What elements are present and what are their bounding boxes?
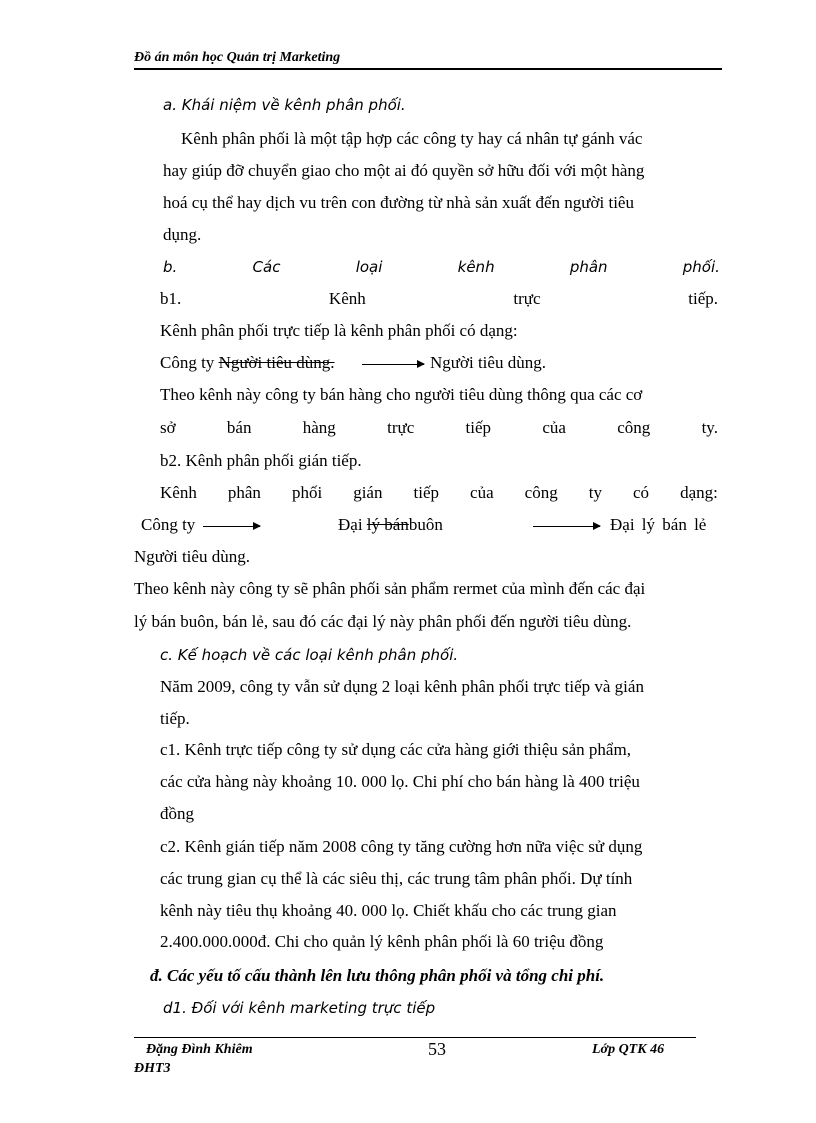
heading-word: phối. [682, 258, 720, 276]
paragraph-line: c2. Kênh gián tiếp năm 2008 công ty tăng cường hơn nữa việc sử dụng [160, 837, 643, 856]
paragraph-line: lý bán buôn, bán lẻ, sau đó các đại lý này phân phối đến người tiêu dùng. [134, 612, 632, 631]
paragraph-line: c1. Kênh trực tiếp công ty sử dụng các cửa hàng giới thiệu sản phẩm, [160, 740, 631, 759]
heading-word: b1. [160, 289, 182, 308]
section-b-heading [163, 258, 720, 276]
paragraph-line: đồng [160, 804, 194, 823]
flow-arrow-icon [533, 526, 600, 527]
flow-wholesaler [338, 515, 443, 535]
footer-author: Đặng Đình Khiêm [146, 1042, 253, 1057]
paragraph-line: Người tiêu dùng. [134, 547, 250, 566]
page-header-title: Đồ án môn học Quản trị Marketing [134, 50, 341, 65]
paragraph-line: Theo kênh này công ty sẽ phân phối sản phẩm rermet của mình đến các đại [134, 579, 646, 598]
word: hàng [302, 418, 336, 437]
heading-word: phân [569, 258, 608, 276]
flow-wholesaler-prefix: Đại [338, 515, 367, 534]
section-c-heading: c. Kế hoạch về các loại kênh phân phối. [160, 646, 459, 664]
footer-rule [134, 1037, 696, 1038]
heading-word: tiếp. [688, 289, 718, 308]
word: công [617, 418, 651, 437]
word: của [542, 418, 566, 437]
paragraph-line: các trung gian cụ thể là các siêu thị, các trung tâm phân phối. Dự tính [160, 869, 633, 888]
paragraph-line: Theo kênh này công ty bán hàng cho người tiêu dùng thông qua các cơ [160, 385, 643, 404]
paragraph-line: Kênh phân phối trực tiếp là kênh phân phối có dạng: [160, 321, 518, 340]
flow-consumer: Người tiêu dùng. [430, 353, 546, 372]
paragraph-line: dụng. [163, 225, 202, 244]
word: trực [387, 418, 415, 437]
section-d-heading: đ. Các yếu tố cấu thành lên lưu thông phân phối và tổng chi phí. [150, 966, 605, 985]
footer-suffix: ĐHT3 [134, 1061, 171, 1076]
word: Kênh [160, 483, 197, 502]
word: ty. [701, 418, 718, 437]
footer-class: Lớp QTK 46 [592, 1042, 665, 1057]
paragraph-line-justified [160, 418, 718, 438]
paragraph-line: Năm 2009, công ty vẫn sử dụng 2 loại kênh phân phối trực tiếp và gián [160, 677, 644, 696]
flow-company: Công ty [160, 353, 215, 372]
paragraph-line-justified [160, 483, 718, 503]
heading-word: b. [163, 258, 178, 276]
heading-word: trực [513, 289, 541, 308]
flow-arrow-icon [362, 364, 424, 365]
word: sở [160, 418, 176, 437]
paragraph-line: 2.400.000.000đ. Chi cho quản lý kênh phân phối là 60 triệu đồng [160, 932, 604, 951]
paragraph-line: các cửa hàng này khoảng 10. 000 lọ. Chi phí cho bán hàng là 400 triệu [160, 772, 640, 791]
word: phối [291, 483, 323, 502]
direct-channel-flow [160, 353, 335, 373]
b1-heading [160, 289, 718, 309]
heading-word: loại [355, 258, 383, 276]
flow-wholesaler-suffix: buôn [408, 515, 443, 534]
flow-retailer: Đại lý bán lẻ [610, 515, 707, 534]
page-number: 53 [428, 1039, 446, 1059]
word: có [633, 483, 650, 502]
word: công [524, 483, 558, 502]
flow-arrow-icon [203, 526, 260, 527]
heading-word: Các [252, 258, 281, 276]
header-rule [134, 68, 722, 70]
word: gián [353, 483, 383, 502]
paragraph-line: Kênh phân phối là một tập hợp các công ty hay cá nhân tự gánh vác [181, 129, 643, 148]
paragraph-line: tiếp. [160, 709, 190, 728]
word: tiếp [465, 418, 492, 437]
heading-word: Kênh [328, 289, 366, 308]
section-d1-heading: d1. Đối với kênh marketing trực tiếp [163, 999, 436, 1017]
flow-struck-text: Người tiêu dùng. [218, 353, 335, 372]
flow-company: Công ty [141, 515, 196, 534]
flow-struck-text: lý bán [366, 515, 409, 534]
word: của [470, 483, 494, 502]
word: tiếp [413, 483, 440, 502]
b2-heading: b2. Kênh phân phối gián tiếp. [160, 451, 362, 470]
word: dạng: [680, 483, 718, 502]
word: phân [227, 483, 261, 502]
section-a-heading: a. Khái niệm về kênh phân phối. [163, 96, 406, 114]
word: ty [588, 483, 602, 502]
heading-word: kênh [457, 258, 495, 276]
paragraph-line: hay giúp đỡ chuyển giao cho một ai đó quyền sở hữu đối với một hàng [163, 161, 645, 180]
word: bán [226, 418, 252, 437]
paragraph-line: hoá cụ thể hay dịch vu trên con đường từ nhà sản xuất đến người tiêu [163, 193, 634, 212]
paragraph-line: kênh này tiêu thụ khoảng 40. 000 lọ. Chiết khấu cho các trung gian [160, 901, 617, 920]
